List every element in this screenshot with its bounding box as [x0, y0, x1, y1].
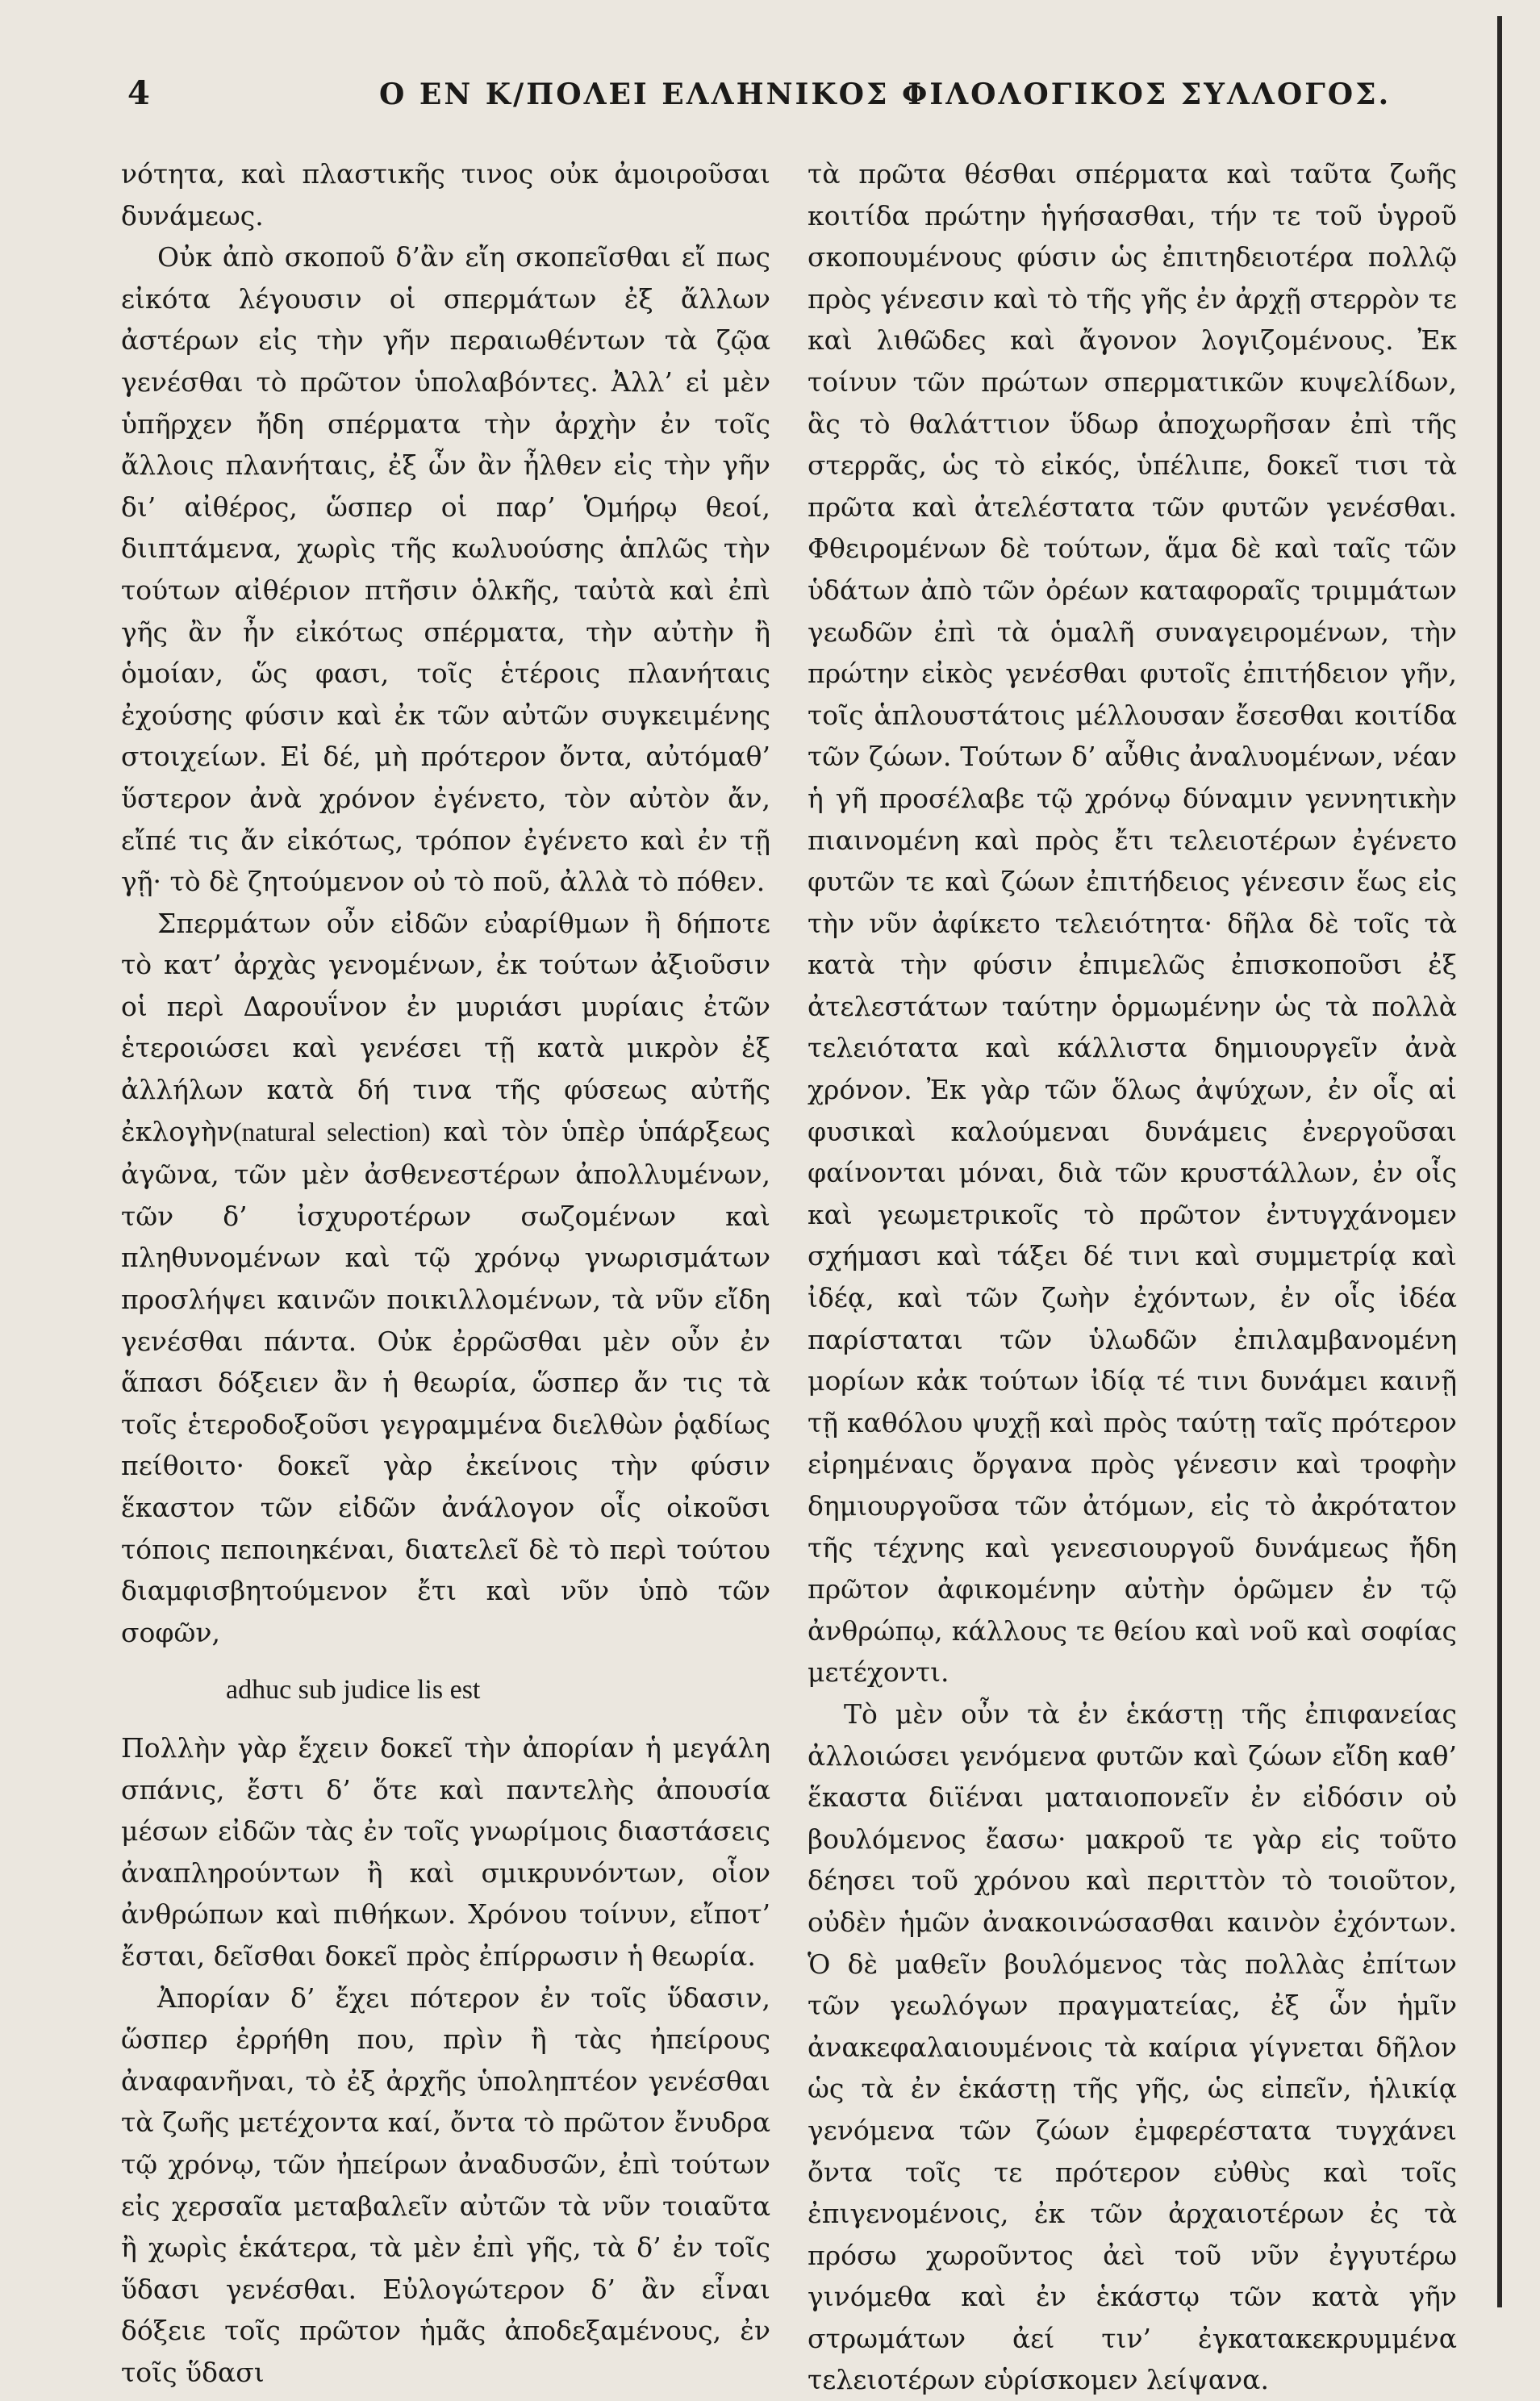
page-header [121, 74, 1412, 123]
paragraph: Τὸ μὲν οὖν τὰ ἐν ἑκάστῃ τῆς ἐπιφανείας ἀλλοιώσει γενόμενα φυτῶν καὶ ζώων εἴδη καθ’ ἕκαστα διϊέναι ματαιοπονεῖν ἐν εἰδόσιν οὐ βουλόμενος ἔασω· μακροῦ τε γὰρ εἰς τοῦτο δέησει τοῦ χρόνου καὶ περιττὸν τὸ τοιοῦτον, οὐδὲν ἡμῶν ἀνακοινώσασθαι καινὸν ἐχόντων. Ὁ δὲ μαθεῖν βουλόμενος τὰς πολλὰς ἐπίτων τῶν γεωλόγων πραγματείας, ἐξ ὧν ἡμῖν ἀνακεφαλαιουμένοις τὰ καίρια γίγνεται δῆλον ὡς τὰ ἐν ἑκάστῃ τῆς γῆς, ὡς εἰπεῖν, ἡλικίᾳ γενόμενα τῶν ζώων ἐμφερέστατα τυγχάνει ὄντα τοῖς τε πρότερον εὐθὺς καὶ τοῖς ἐπιγενομένοις, ἐκ τῶν ἀρχαιοτέρων ἐς τὰ πρόσω χωροῦντος ἀεὶ τοῦ νῦν ἐγγυτέρω γινόμεθα καὶ ἐν ἑκάστῳ τῶν κατὰ γῆν στρωμάτων ἀεί τιν’ ἐγκατακεκρυμμένα τελειοτέρων εὑρίσκομεν λείψανα. [808, 1697, 1457, 2396]
paragraph: Οὐκ ἀπὸ σκοποῦ δ’ἂν εἴη σκοπεῖσθαι εἴ πως εἰκότα λέγουσιν οἱ σπερμάτων ἐξ ἄλλων ἀστέρων εἰς τὴν γῆν περαιωθέντων τὰ ζῷα γενέσθαι τὸ πρῶτον ὑπολαβόντες. Ἀλλ’ εἰ μὲν ὑπῆρχεν ἤδη σπέρματα τὴν ἀρχὴν ἐν τοῖς ἄλλοις πλανήταις, ἐξ ὧν ἂν ἦλθεν εἰς τὴν γῆν δι’ αἰθέρος, ὥσπερ οἱ παρ’ Ὁμήρῳ θεοί, διιπτάμενα, χωρὶς τῆς κωλυούσης ἁπλῶς τὴν τούτων αἰθέριον πτῆσιν ὁλκῆς, ταὐτὰ καὶ ἐπὶ γῆς ἂν ἦν εἰκότως σπέρματα, τὴν αὐτὴν ἢ ὁμοίαν, ὥς φασι, τοῖς ἑτέροις πλανήταις ἐχούσης φύσιν καὶ ἐκ τῶν αὐτῶν συγκειμένης στοιχείων. Εἰ δέ, μὴ πρότερον ὄντα, αὐτόμαθ’ ὕστερον ἀνὰ χρόνον ἐγένετο, τὸν αὐτὸν ἄν, εἴπέ τις ἄν εἰκότως, τρόπον ἐγένετο καὶ ἐν τῇ γῇ· τὸ δὲ ζητούμενον οὐ τὸ ποῦ, ἀλλὰ τὸ πόθεν. [121, 241, 770, 898]
page-number: 4 [127, 74, 150, 112]
paragraph: Ἀπορίαν δ’ ἔχει πότερον ἐν τοῖς ὕδασιν, ὥσπερ ἐρρήθη που, πρὶν ἢ τὰς ἠπείρους ἀναφανῆναι, τὸ ἐξ ἀρχῆς ὑποληπτέον γενέσθαι τὰ ζωῆς μετέχοντα καί, ὄντα τὸ πρῶτον ἔνυδρα τῷ χρόνῳ, τῶν ἠπείρων ἀναδυσῶν, ἐπὶ τούτων εἰς χερσαῖα μεταβαλεῖν αὐτῶν τὰ νῦν τοιαῦτα ἢ χωρὶς ἑκάτερα, τὰ μὲν ἐπὶ γῆς, τὰ δ’ ἐν τοῖς ὕδασι γενέσθαι. Εὐλογώτερον δ’ ἂν εἶναι δόξειε τοῖς πρῶτον ἡμᾶς ἀποδεξαμένους, ἐν τοῖς ὕδασι [121, 1981, 770, 2388]
left-column [121, 153, 770, 2393]
paragraph: Πολλὴν γὰρ ἔχειν δοκεῖ τὴν ἀπορίαν ἡ μεγάλη σπάνις, ἔστι δ’ ὅτε καὶ παντελὴς ἀπουσία μέσων εἰδῶν τὰς ἐν τοῖς γνωρίμοις διαστάσεις ἀναπληρούντων ἢ καὶ σμικρυνόντων, οἷον ἀνθρώπων καὶ πιθήκων. Χρόνου τοίνυν, εἴποτ’ ἔσται, δεῖσθαι δοκεῖ πρὸς ἐπίρρωσιν ἡ θεωρία. [121, 1731, 770, 1972]
paragraph: νότητα, καὶ πλαστικῆς τινος οὐκ ἀμοιροῦσαι δυνάμεως. [121, 158, 770, 232]
latin-quote: adhuc sub judice lis est [226, 1675, 481, 1706]
right-column [808, 153, 1457, 2401]
page-edge-rule [1497, 16, 1502, 2307]
latin-term: (natural selection) [232, 1117, 431, 1147]
paragraph-text: καὶ τὸν ὑπὲρ ὑπάρξεως ἀγῶνα, τῶν μὲν ἀσθενεστέρων ἀπολλυμένων, τῶν δ’ ἰσχυροτέρων σωζομένων καὶ πληθυνομένων καὶ τῷ χρόνῳ γνωρισμάτων προσλήψει καινῶν ποικιλλομένων, τὰ νῦν εἴδη γενέσθαι πάντα. Οὐκ ἐρρῶσθαι μὲν οὖν ἐν ἅπασι δόξειεν ἂν ἡ θεωρία, ὥσπερ ἄν τις τὰ τοῖς ἑτεροδοξοῦσι γεγραμμένα διελθὼν ῥᾳδίως πείθοιτο· δοκεῖ γὰρ ἐκείνοις τὴν φύσιν ἕκαστον τῶν εἰδῶν ἀνάλογον οἷς οἰκοῦσι τόποις πεποιηκέναι, διατελεῖ δὲ τὸ περὶ τούτου διαμφισβητούμενον ἔτι καὶ νῦν ὑπὸ τῶν σοφῶν, [121, 1115, 770, 1648]
running-title: Ο ΕΝ Κ/ΠΟΛΕΙ ΕΛΛΗΝΙΚΟΣ ΦΙΛΟΛΟΓΙΚΟΣ ΣΥΛΛΟΓΟΣ. [379, 77, 1392, 111]
paragraph [121, 903, 770, 1654]
paragraph: τὰ πρῶτα θέσθαι σπέρματα καὶ ταῦτα ζωῆς κοιτίδα πρώτην ἡγήσασθαι, τήν τε τοῦ ὑγροῦ σκοπουμένους φύσιν ὡς ἐπιτηδειοτέρα πολλῷ πρὸς γένεσιν καὶ τὸ τῆς γῆς ἐν ἀρχῇ στερρὸν τε καὶ λιθῶδες καὶ ἄγονον λογιζομένους. Ἐκ τοίνυν τῶν πρώτων σπερματικῶν κυψελίδων, ἃς τὸ θαλάττιον ὕδωρ ἀποχωρῆσαν ἐπὶ τῆς στερρᾶς, ὡς τὸ εἰκός, ὑπέλιπε, δοκεῖ τισι τὰ πρῶτα καὶ ἀτελέστατα τῶν φυτῶν γενέσθαι. Φθειρομένων δὲ τούτων, ἅμα δὲ καὶ ταῖς τῶν ὑδάτων ἀπὸ τῶν ὀρέων καταφοραῖς τριμμάτων γεωδῶν ἐπὶ τὰ ὁμαλῆ συναγειρομένων, τὴν πρώτην εἰκὸς γενέσθαι φυτοῖς ἐπιτήδειον γῆν, τοῖς ἁπλουστάτοις μέλλουσαν ἔσεσθαι κοιτίδα τῶν ζώων. Τούτων δ’ αὖθις ἀναλυομένων, νέαν ἡ γῆ προσέλαβε τῷ χρόνῳ δύναμιν γεννητικὴν πιαινομένη καὶ πρὸς ἔτι τελειοτέρων ἐγένετο φυτῶν τε καὶ ζώων ἐπιτήδειος γένεσιν ἕως εἰς τὴν νῦν ἀφίκετο τελειότητα· δῆλα δὲ τοῖς τὰ κατὰ τὴν φύσιν ἐπιμελῶς ἐπισκοποῦσι ἐξ ἀτελεστάτων ταύτην ὁρμωμένην ὡς τὰ πολλὰ τελειότατα καὶ κάλλιστα δημιουργεῖν ἀνὰ χρόνον. Ἐκ γὰρ τῶν ὅλως ἀψύχων, ἐν οἷς αἱ φυσικαὶ καλούμεναι δυνάμεις ἐνεργοῦσαι φαίνονται μόναι, διὰ τῶν κρυστάλλων, ἐν οἷς καὶ γεωμετρικοῖς τὸ πρῶτον ἐντυγχάνομεν σχήμασι καὶ τάξει δέ τινι καὶ συμμετρίᾳ καὶ ἰδέᾳ, καὶ τῶν ζωὴν ἐχόντων, ἐν οἷς ἰδέα παρίσταται τῶν ὑλωδῶν ἐπιλαμβανομένη μορίων κἀκ τούτων ἰδίᾳ τέ τινι δυνάμει καινῇ τῇ καθόλου ψυχῇ καὶ πρὸς ταύτῃ ταῖς πρότερον εἰρημέναις ὄργανα πρὸς γένεσιν καὶ τροφὴν δημιουργοῦσα τῶν ἀτόμων, εἰς τὸ ἀκρότατον τῆς τέχνης καὶ γενεσιουργοῦ δυνάμεως ἤδη πρῶτον ἀφικομένην αὐτὴν ὁρῶμεν ἐν τῷ ἀνθρώπῳ, κάλλους τε θείου καὶ νοῦ καὶ σοφίας μετέχοντι. [808, 158, 1457, 1689]
paragraph-text: Σπερμάτων οὖν εἰδῶν εὐαρίθμων ἢ δήποτε τὸ κατ’ ἀρχὰς γενομένων, ἐκ τούτων ἀξιοῦσιν οἱ περὶ Δαρουΐνον ἐν μυριάσι μυρίαις ἐτῶν ἑτεροιώσει καὶ γενέσει τῇ κατὰ μικρὸν ἐξ ἀλλήλων κατὰ δή τινα τῆς φύσεως αὐτῆς ἐκλογὴν [121, 907, 770, 1147]
